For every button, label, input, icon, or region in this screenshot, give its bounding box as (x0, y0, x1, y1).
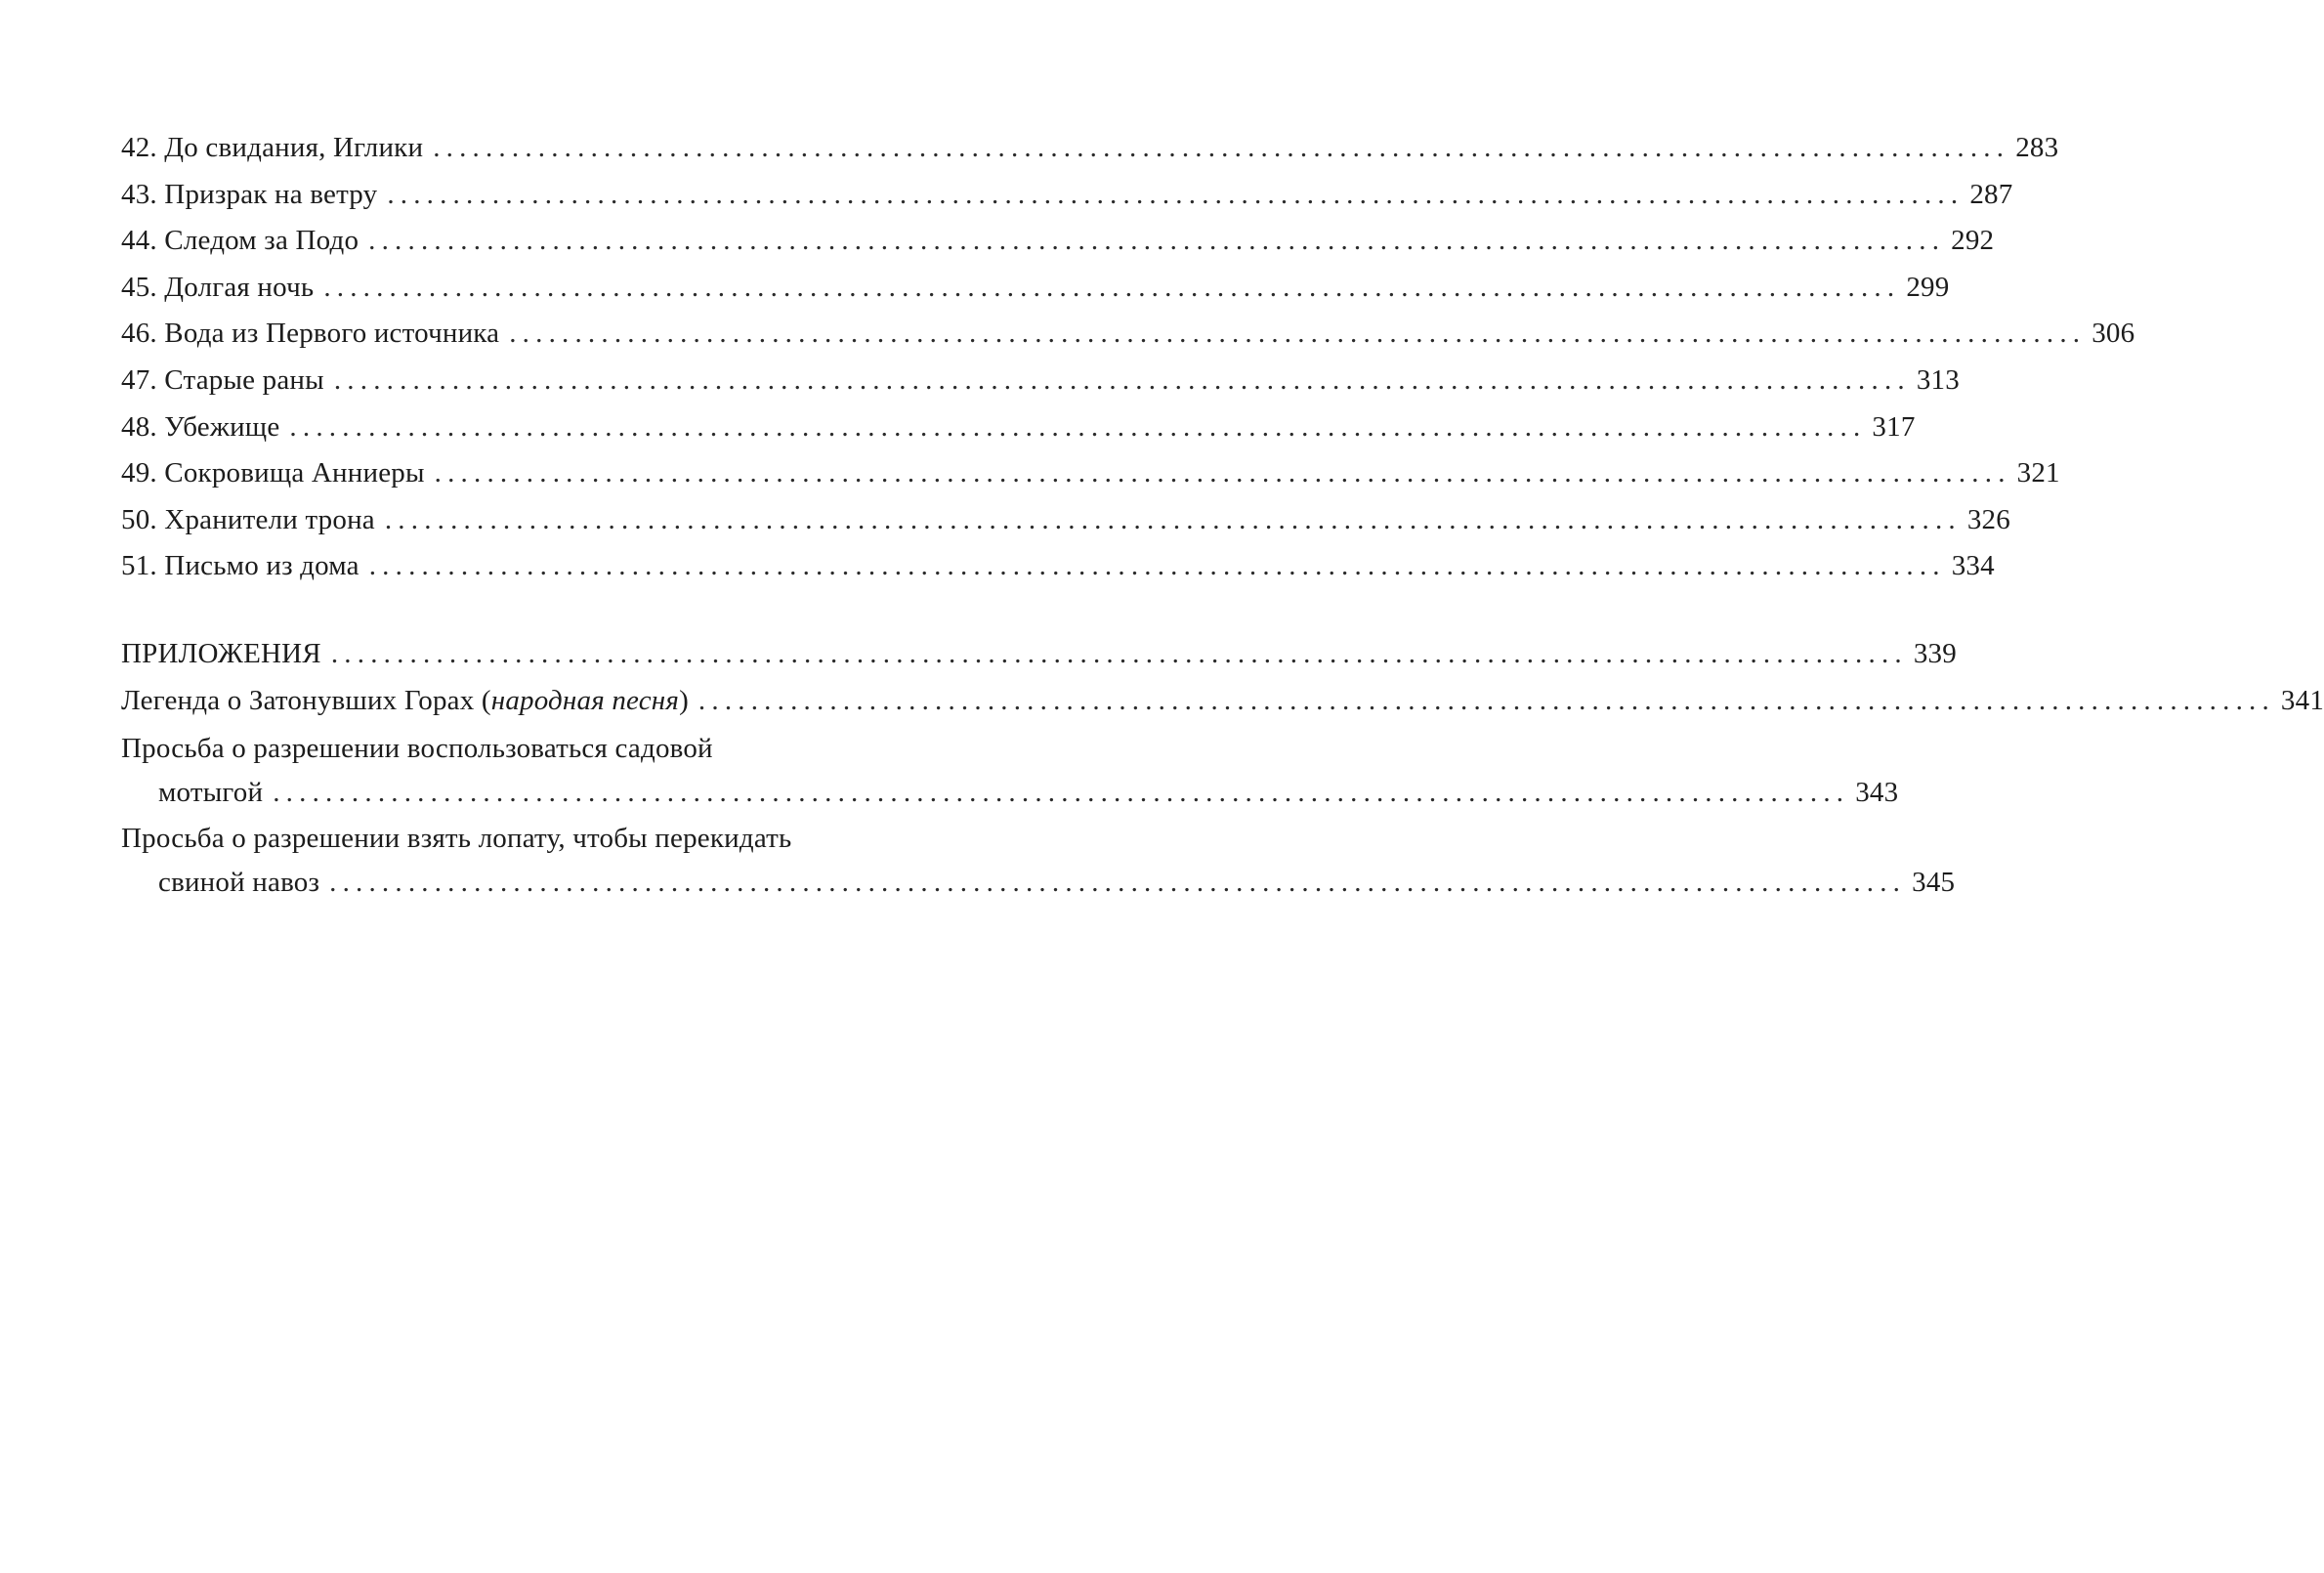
toc-entry-page: 341 (2280, 684, 2324, 716)
toc-entry (121, 358, 1960, 404)
toc-entry-title-line2: мотыгой (158, 777, 264, 809)
leader-dots: ........................................................................................................................ (333, 363, 1911, 396)
leader-dots: ........................................................................................................................ (323, 271, 1901, 303)
toc-entry-legend (121, 678, 2324, 725)
toc-entry-page: 345 (1912, 867, 1956, 899)
toc-entry-page: 306 (2092, 318, 2135, 350)
toc-entry-page: 317 (1872, 410, 1916, 443)
toc-entry-title: 50. Хранители трона (121, 503, 375, 535)
leader-dots: ........................................................................................................................ (387, 178, 1965, 210)
toc-entry-title-line2: свиной навоз (158, 867, 320, 899)
toc-entry-page: 299 (1906, 271, 1950, 303)
toc-chapters (121, 125, 2135, 590)
toc-entry-page: 313 (1916, 363, 1960, 396)
toc-entry-title: 48. Убежище (121, 410, 280, 443)
toc-entry (121, 497, 2010, 544)
leader-dots: ........................................................................................................................ (384, 503, 1962, 535)
leader-dots: ........................................................................................................................ (509, 318, 2087, 350)
toc-entry-request-hoe (121, 726, 1899, 814)
toc-entry-title: 42. До свидания, Иглики (121, 132, 424, 163)
toc-appendix-heading (121, 631, 1957, 678)
legend-title-italic: народная песня (490, 684, 680, 716)
toc-entry-page: 287 (1969, 178, 2013, 210)
leader-dots: ........................................................................................................................ (697, 684, 2275, 716)
legend-title-end: ) (679, 684, 689, 716)
toc-entry-page: 326 (1966, 503, 2010, 535)
toc-entry (121, 311, 2135, 358)
toc-entry (121, 218, 1995, 265)
toc-entry-line2 (121, 771, 1899, 814)
toc-entry-title: 45. Долгая ночь (121, 271, 315, 303)
leader-dots: ........................................................................................................................ (368, 225, 1946, 257)
leader-dots: ........................................................................................................................ (289, 410, 1867, 443)
leader-dots: ........................................................................................................................ (433, 132, 2010, 163)
toc-entry-request-shovel (121, 816, 1956, 904)
toc-entry (121, 450, 2060, 497)
toc-entry-page: 339 (1913, 638, 1957, 669)
leader-dots: ........................................................................................................................ (329, 867, 1907, 899)
toc-entry-title: ПРИЛОЖЕНИЯ (121, 638, 321, 669)
toc-appendix (121, 631, 2324, 904)
leader-dots: ........................................................................................................................ (434, 457, 2011, 489)
legend-title-main: Легенда о Затонувших Горах ( (121, 684, 491, 716)
toc-entry-title: 46. Вода из Первого источника (121, 318, 500, 350)
toc-entry-title-line1: Просьба о разрешении воспользоваться садовой (121, 733, 713, 765)
toc-entry-page: 292 (1951, 225, 1995, 257)
toc-entry-page: 283 (2015, 132, 2059, 163)
toc-entry-title: 51. Письмо из дома (121, 550, 359, 582)
toc-entry-page: 321 (2016, 457, 2060, 489)
toc-entry-page: 334 (1951, 550, 1995, 582)
leader-dots: ........................................................................................................................ (368, 550, 1946, 582)
toc-entry (121, 125, 2059, 172)
toc-entry-page: 343 (1855, 777, 1899, 809)
toc-entry-title: 47. Старые раны (121, 363, 324, 396)
toc-entry (121, 543, 1995, 590)
toc-entry-title-line1: Просьба о разрешении взять лопату, чтобы перекидать (121, 823, 792, 855)
leader-dots: ........................................................................................................................ (273, 777, 1850, 809)
toc-entry-title: 49. Сокровища Анниеры (121, 457, 425, 489)
toc-entry (121, 404, 1916, 451)
toc-entry-title: 44. Следом за Подо (121, 225, 359, 257)
toc-entry-title (121, 678, 689, 725)
toc-entry-title: 43. Призрак на ветру (121, 178, 378, 210)
toc-entry-line2 (121, 861, 1956, 904)
toc-entry (121, 172, 2013, 219)
toc-entry (121, 265, 1950, 312)
leader-dots: ........................................................................................................................ (330, 638, 1908, 669)
